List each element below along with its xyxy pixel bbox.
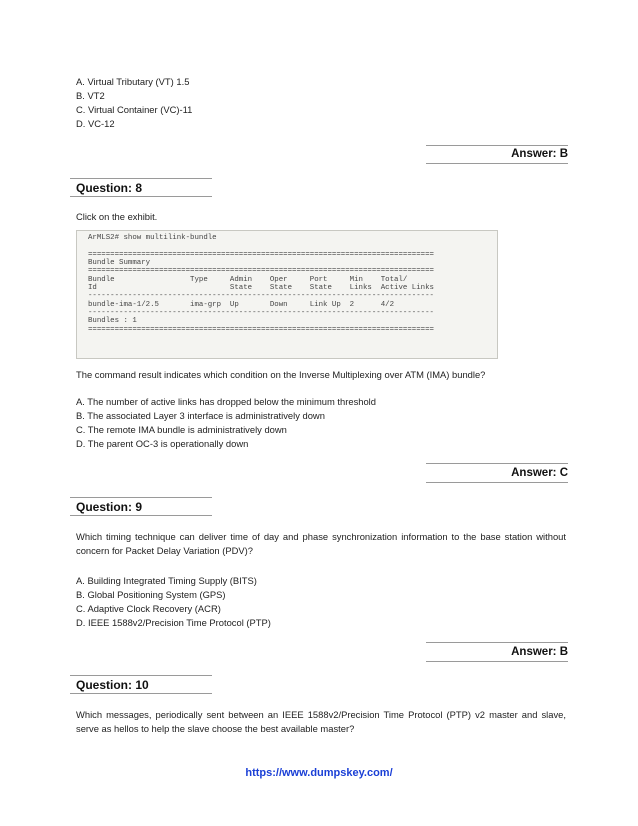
- question-title: Question: 9: [76, 500, 143, 514]
- question-rule-bottom: [70, 196, 212, 197]
- option-d: D. VC-12: [76, 118, 115, 129]
- answer-rule-top: [426, 642, 568, 643]
- answer-rule-bottom: [426, 163, 568, 164]
- option-c: C. Adaptive Clock Recovery (ACR): [76, 603, 221, 614]
- question-text: The command result indicates which condition on the Inverse Multiplexing over ATM (IMA) bundle?: [76, 369, 486, 380]
- cli-output: ArMLS2# show multilink-bundle ============================================================================== Bundle Summary ============================================================================== Bundle Type Admin Oper Port Min Total/ Id State State State Links Active Links ------------------------------------------------------------------------------ bundle-ima-1/2.5 ima-grp Up Down Link Up 2 4/2 ------------------------------------------------------------------------------ Bundles : 1 ==============================================================================: [88, 234, 434, 334]
- exhibit-image: [76, 230, 498, 359]
- exhibit-prompt: Click on the exhibit.: [76, 211, 158, 222]
- question-title: Question: 10: [76, 678, 149, 692]
- question-rule-top: [70, 497, 212, 498]
- option-b: B. VT2: [76, 90, 105, 101]
- option-a: A. Building Integrated Timing Supply (BITS): [76, 575, 257, 586]
- option-d: D. The parent OC-3 is operationally down: [76, 438, 249, 449]
- option-b: B. Global Positioning System (GPS): [76, 589, 226, 600]
- question-rule-bottom: [70, 515, 212, 516]
- answer-rule-top: [426, 145, 568, 146]
- question-text: Which messages, periodically sent between an IEEE 1588v2/Precision Time Protocol (PTP) v2 master and slave, serve as hellos to help the slave choose the best available master?: [76, 709, 566, 734]
- option-c: C. The remote IMA bundle is administratively down: [76, 424, 287, 435]
- question-title: Question: 8: [76, 181, 143, 195]
- option-c: C. Virtual Container (VC)-11: [76, 104, 193, 115]
- question-text: Which timing technique can deliver time of day and phase synchronization information to the base station without concern for Packet Delay Variation (PDV)?: [76, 531, 566, 556]
- answer-rule-bottom: [426, 482, 568, 483]
- answer-label: Answer: B: [511, 148, 568, 160]
- answer-rule-top: [426, 463, 568, 464]
- question-rule-bottom: [70, 693, 212, 694]
- option-a: A. Virtual Tributary (VT) 1.5: [76, 76, 190, 87]
- option-a: A. The number of active links has dropped below the minimum threshold: [76, 396, 376, 407]
- option-b: B. The associated Layer 3 interface is administratively down: [76, 410, 325, 421]
- answer-rule-bottom: [426, 661, 568, 662]
- answer-label: Answer: B: [511, 646, 568, 658]
- footer-link[interactable]: https://www.dumpskey.com/: [245, 767, 393, 779]
- option-d: D. IEEE 1588v2/Precision Time Protocol (PTP): [76, 617, 271, 628]
- answer-label: Answer: C: [511, 467, 568, 479]
- question-rule-top: [70, 675, 212, 676]
- question-rule-top: [70, 178, 212, 179]
